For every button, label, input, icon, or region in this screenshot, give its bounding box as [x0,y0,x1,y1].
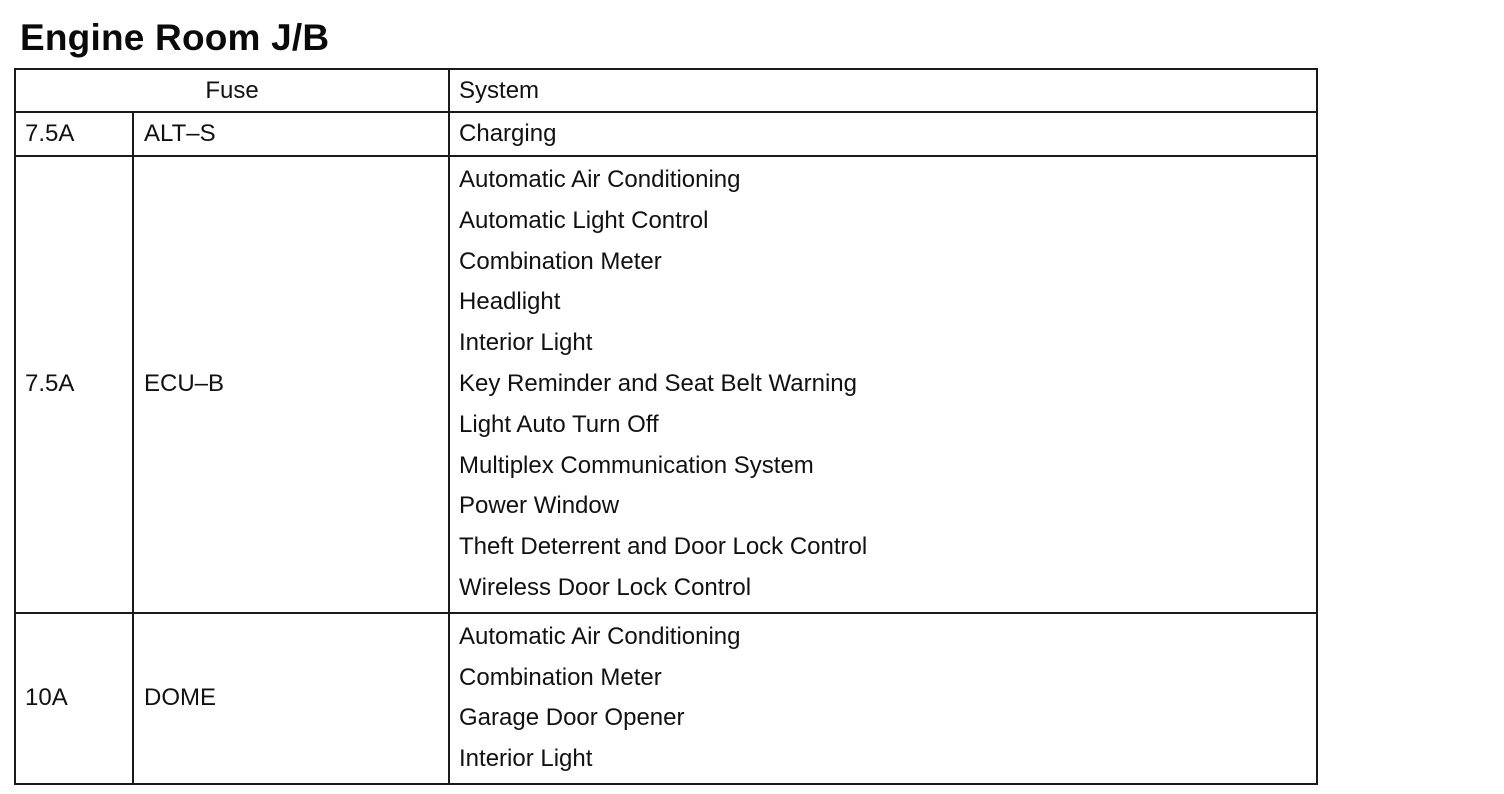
system-item: Combination Meter [459,663,662,691]
system-item: Automatic Air Conditioning [459,166,741,193]
system-cell [449,112,1317,156]
fuse-column-header: Fuse [15,69,449,112]
table-row [15,156,1317,613]
table-header-row [15,69,1317,112]
system-item: Wireless Door Lock Control [459,573,752,601]
system-cell [449,613,1317,784]
system-item: Light Auto Turn Off [459,410,659,438]
fuse-name: ECU–B [133,156,449,613]
table-row [15,613,1317,784]
system-item: Headlight [459,288,561,316]
fuse-amperage: 10A [15,613,133,784]
system-item: Automatic Air Conditioning [459,622,741,650]
system-item: Power Window [459,492,620,520]
system-item: Interior Light [459,745,593,773]
system-item: Garage Door Opener [459,704,685,732]
fuse-name: ALT–S [133,112,449,156]
system-item: Charging [459,119,557,147]
fuse-amperage: 7.5A [15,112,133,156]
system-cell [449,156,1317,613]
system-item: Key Reminder and Seat Belt Warning [459,369,857,397]
system-item: Multiplex Communication System [459,451,814,479]
table-row [15,112,1317,156]
system-item: Automatic Light Control [459,206,709,234]
fuse-amperage: 7.5A [15,156,133,613]
system-item: Interior Light [459,329,593,357]
page-title: Engine Room J/B [20,17,330,58]
system-item: Theft Deterrent and Door Lock Control [459,533,868,561]
system-item: Combination Meter [459,247,662,275]
fuse-table [14,68,1318,785]
system-column-header: System [449,69,1317,112]
fuse-name: DOME [133,613,449,784]
